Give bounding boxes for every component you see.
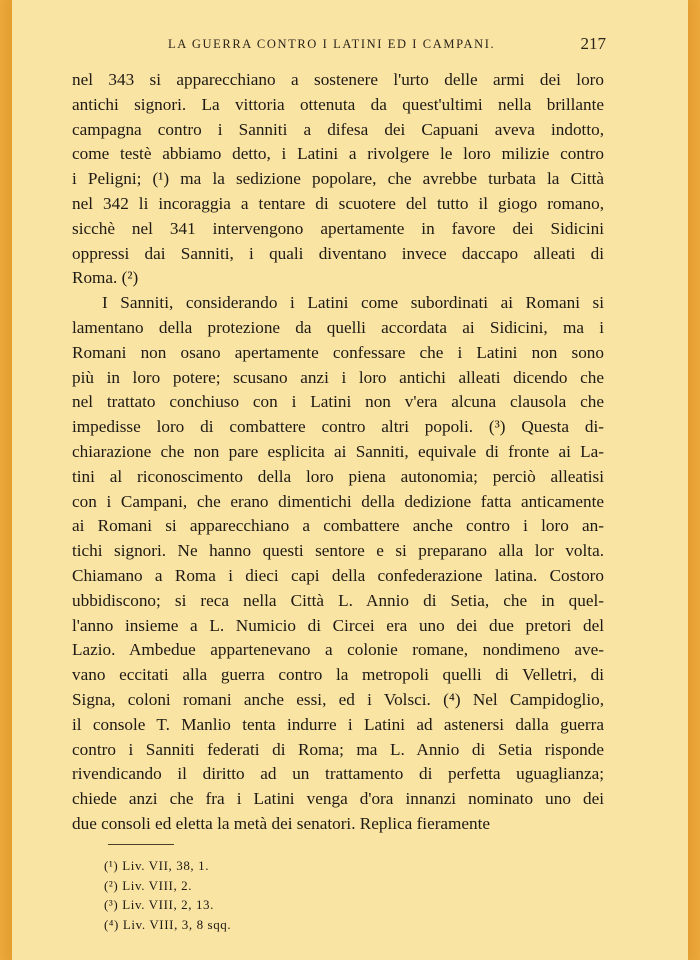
text-line: chiarazione che non pare esplicita ai Sanniti, equivale di fronte ai La- (72, 441, 604, 461)
text-line: nel trattato conchiuso con i Latini non v'era alcuna clausola che (72, 392, 604, 412)
text-line: come testè abbiamo detto, i Latini a rivolgere le loro milizie contro (72, 144, 604, 164)
page-header (72, 34, 606, 56)
text-line: sicchè nel 341 intervengono apertamente in favore dei Sidicini (72, 218, 604, 238)
text-line: chiede anzi che fra i Latini venga d'ora innanzi nominato uno dei (72, 789, 604, 809)
footnote-divider (108, 844, 174, 845)
page-number: 217 (580, 34, 606, 53)
text-line: contro i Sanniti federati di Roma; ma L. Annio di Setia risponde (72, 739, 604, 759)
text-line: impedisse loro di combattere contro altri popoli. (³) Questa di- (72, 417, 604, 437)
running-title: LA GUERRA CONTRO I LATINI ED I CAMPANI. (168, 37, 496, 51)
footnote: (⁴) Liv. VIII, 3, 8 sqq. (104, 916, 232, 932)
text-line: tini al riconoscimento della loro piena autonomia; perciò alleatisi (72, 466, 604, 486)
footnote: (³) Liv. VIII, 2, 13. (104, 897, 215, 912)
text-line: antichi signori. La vittoria ottenuta da quest'ultimi nella brillante (72, 94, 604, 114)
text-line: oppressi dai Sanniti, i quali diventano invece daccapo alleati di (72, 243, 604, 263)
text-line: tichi signori. Ne hanno questi sentore e si preparano alla lor volta. (72, 541, 604, 561)
text-line: I Sanniti, considerando i Latini come subordinati ai Romani si (102, 293, 604, 313)
text-line: ai Romani si apparecchiano a combattere anche contro i loro an- (72, 516, 604, 536)
text-line: ubbidiscono; si reca nella Città L. Annio di Setia, che in quel- (72, 590, 604, 610)
text-line: Lazio. Ambedue appartenevano a colonie romane, nondimeno ave- (72, 640, 604, 660)
text-line: nel 342 li incoraggia a tentare di scuotere del tutto il giogo romano, (72, 193, 604, 213)
text-line: nel 343 si apparecchiano a sostenere l'urto delle armi dei loro (72, 70, 604, 89)
text-line: i Peligni; (¹) ma la sedizione popolare, che avrebbe turbata la Città (72, 169, 604, 189)
text-line: campagna contro i Sanniti a difesa dei Capuani aveva indotto, (72, 119, 604, 139)
body-text (72, 68, 604, 837)
text-line: l'anno insieme a L. Numicio di Circei era uno dei due pretori del (72, 615, 604, 635)
paragraph (72, 291, 604, 837)
text-line: più in loro potere; scusano anzi i loro antichi alleati dicendo che (72, 367, 604, 387)
text-line: Signa, coloni romani anche essi, ed i Volsci. (⁴) Nel Campidoglio, (72, 689, 604, 709)
text-line: lamentano della protezione da quelli accordata ai Sidicini, ma i (72, 317, 604, 337)
text-line: due consoli ed eletta la metà dei senatori. Replica fieramente (72, 813, 491, 833)
footnote: (¹) Liv. VII, 38, 1. (104, 858, 210, 873)
book-page (12, 0, 688, 960)
footnotes (104, 856, 404, 934)
text-line: vano eccitati alla guerra contro la metropoli quelli di Velletri, di (72, 665, 604, 685)
footnote: (²) Liv. VIII, 2. (104, 877, 193, 893)
text-line: con i Campani, che erano dimentichi della dedizione fatta anticamente (72, 491, 604, 511)
text-line: Romani non osano apertamente confessare che i Latini non sono (72, 342, 604, 362)
text-line: rivendicando il diritto ad un trattamento di perfetta uguaglianza; (72, 764, 604, 784)
text-line: Chiamano a Roma i dieci capi della confederazione latina. Costoro (72, 565, 604, 585)
paragraph (72, 68, 604, 291)
text-line: il console T. Manlio tenta indurre i Latini ad astenersi dalla guerra (72, 714, 604, 734)
text-line: Roma. (²) (72, 268, 139, 288)
